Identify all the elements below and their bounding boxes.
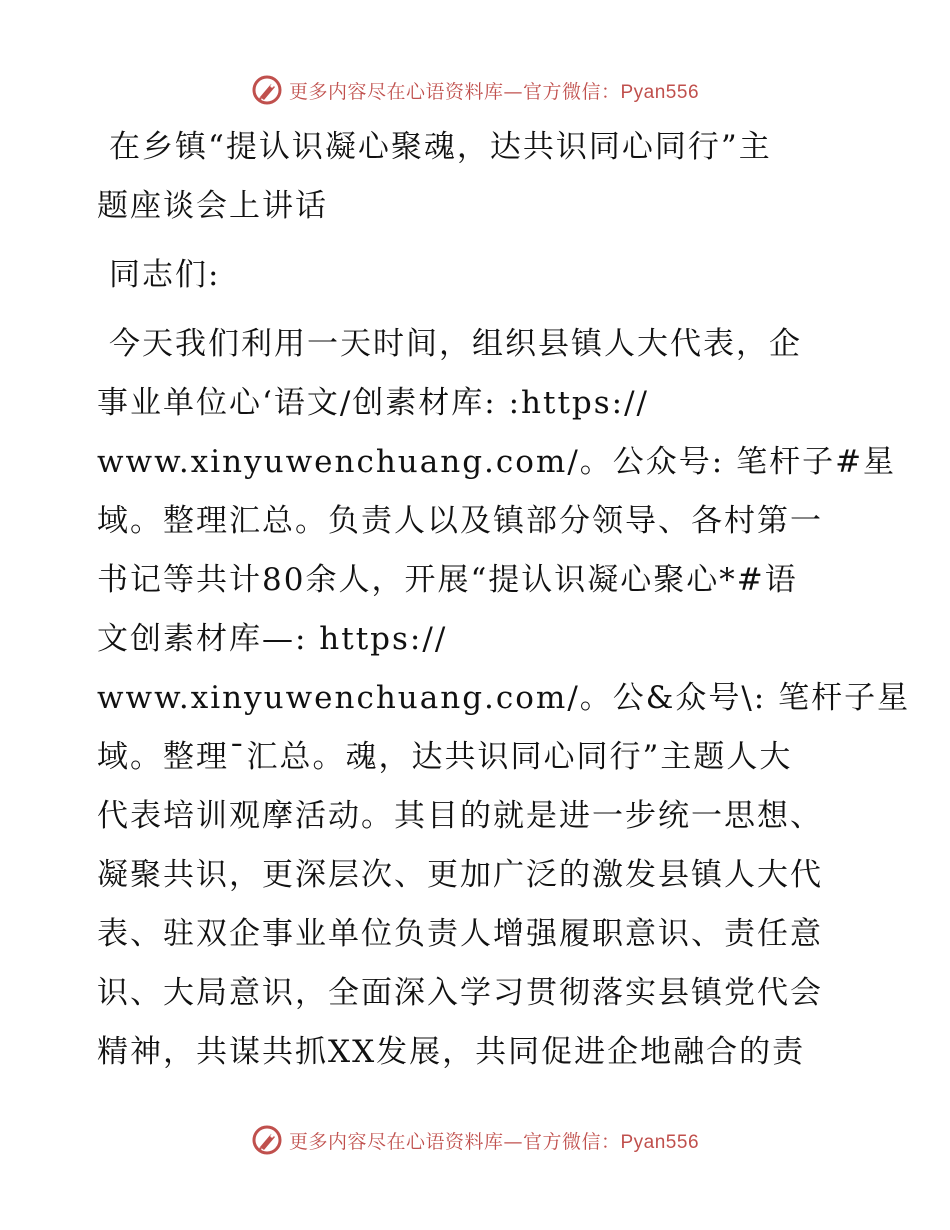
body-line: 精神，共谋共抓XX发展，共同促进企地融合的责	[97, 1034, 806, 1070]
body-line: www.xinyuwenchuang.com/。公&众号\: 笔杆子星	[97, 680, 911, 716]
header-wechat-id: Pyan556	[620, 81, 700, 103]
body-line: 今天我们利用一天时间，组织县镇人大代表，企	[109, 326, 802, 362]
footer-wechat-id: Pyan556	[620, 1131, 700, 1153]
body-line: 域。整理¯汇总。魂，达共识同心同行”主题人大	[97, 739, 793, 775]
footer-banner-text: 更多内容尽在心语资料库—官方微信：Pyan556	[288, 1130, 700, 1153]
document-title-line-1: 在乡镇“提认识凝心聚魂，达共识同心同行”主	[109, 129, 772, 165]
header-banner	[0, 68, 950, 112]
document-body	[97, 118, 911, 1082]
footer-banner	[0, 1118, 950, 1162]
body-line: 识、大局意识，全面深入学习贯彻落实县镇党代会	[97, 975, 823, 1011]
body-line: www.xinyuwenchuang.com/。公众号: 笔杆子#星	[97, 444, 897, 480]
body-line: 事业单位心‘语文/创素材库: :https://	[97, 385, 650, 421]
pen-nib-logo-icon	[251, 74, 283, 106]
body-line: 书记等共计80余人，开展“提认识凝心聚心*#语	[97, 562, 798, 598]
document-title-line-2: 题座谈会上讲话	[97, 188, 328, 224]
header-banner-text: 更多内容尽在心语资料库—官方微信：Pyan556	[288, 80, 700, 103]
pen-nib-logo-icon	[251, 1124, 283, 1156]
body-line: 凝聚共识，更深层次、更加广泛的激发县镇人大代	[97, 857, 823, 893]
body-line: 代表培训观摩活动。其目的就是进一步统一思想、	[97, 798, 823, 834]
body-line: 域。整理汇总。负责人以及镇部分领导、各村第一	[97, 503, 823, 539]
salutation: 同志们:	[109, 257, 221, 293]
body-line: 文创素材库—: https://	[97, 621, 448, 657]
body-line: 表、驻双企事业单位负责人增强履职意识、责任意	[97, 916, 823, 952]
